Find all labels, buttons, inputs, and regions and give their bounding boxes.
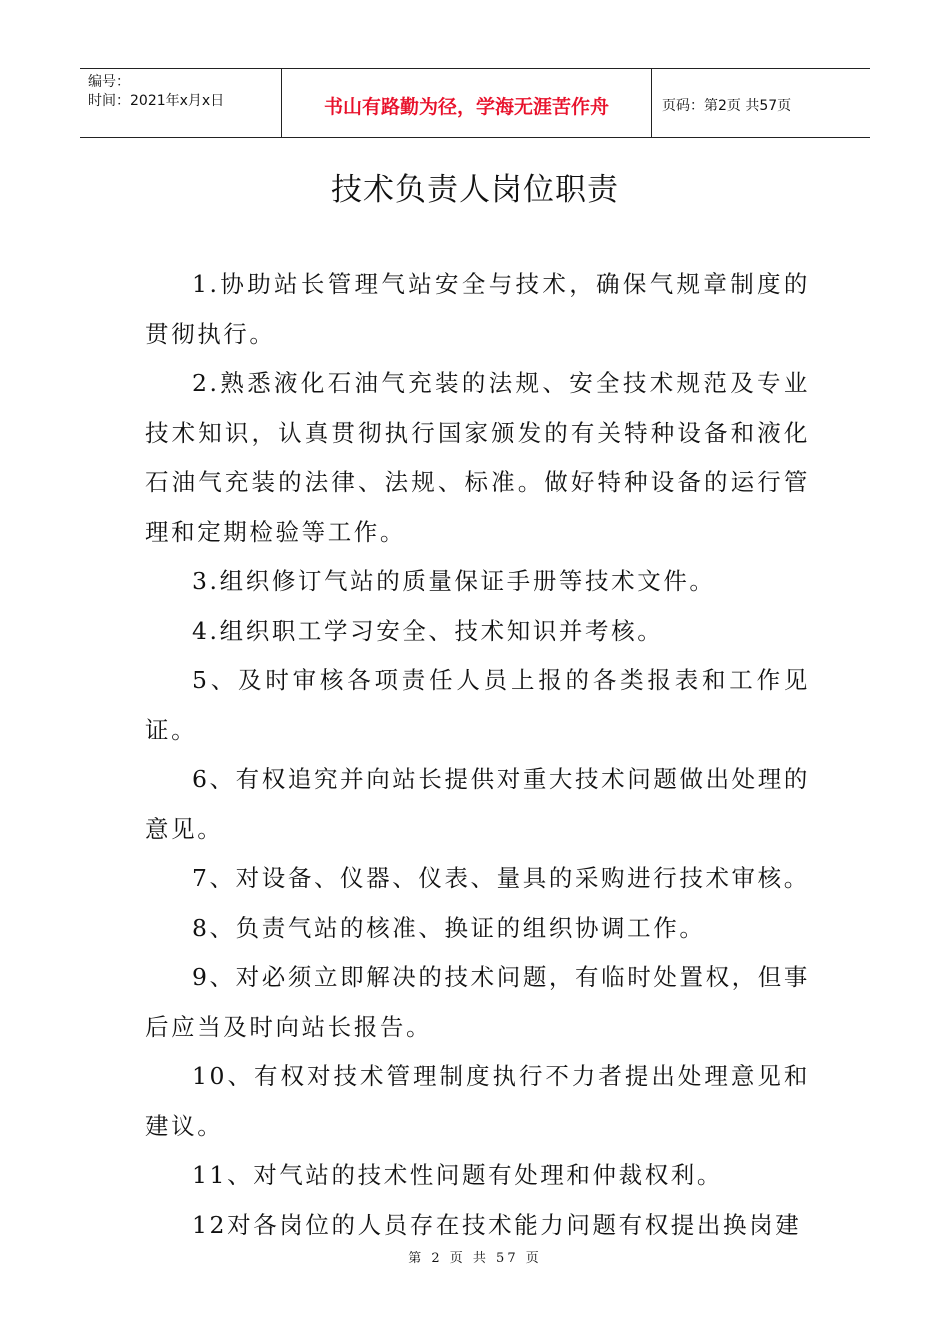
paragraph: 1.协助站长管理气站安全与技术，确保气规章制度的贯彻执行。 — [145, 270, 810, 348]
paragraph: 7、对设备、仪器、仪表、量具的采购进行技术审核。 — [192, 864, 810, 892]
document-time-label: 时间：2021年x月x日 — [88, 93, 225, 109]
header-page-info: 页码：第2页 共57页 — [662, 98, 792, 114]
document-number-label: 编号： — [88, 74, 130, 90]
header-motto: 书山有路勤为径，学海无涯苦作舟 — [282, 69, 652, 137]
paragraph: 2.熟悉液化石油气充装的法规、安全技术规范及专业技术知识，认真贯彻执行国家颁发的有关特种设备和液化石油气充装的法律、法规、标准。做好特种设备的运行管理和定期检验等工作。 — [145, 369, 810, 546]
paragraph: 10、有权对技术管理制度执行不力者提出处理意见和建议。 — [145, 1062, 810, 1140]
paragraph: 11、对气站的技术性问题有处理和仲裁权利。 — [192, 1161, 724, 1189]
paragraph: 3.组织修订气站的质量保证手册等技术文件。 — [192, 567, 716, 595]
paragraph: 4.组织职工学习安全、技术知识并考核。 — [192, 616, 664, 645]
document-body — [145, 260, 810, 1250]
paragraph: 5、及时审核各项责任人员上报的各类报表和工作见证。 — [145, 666, 810, 744]
header-meta — [80, 69, 282, 137]
paragraph: 9、对必须立即解决的技术问题，有临时处置权，但事后应当及时向站长报告。 — [145, 963, 810, 1041]
document-title: 技术负责人岗位职责 — [331, 172, 619, 208]
paragraph: 12对各岗位的人员存在技术能力问题有权提出换岗建 — [192, 1210, 802, 1239]
paragraph: 8、负责气站的核准、换证的组织协调工作。 — [192, 913, 706, 942]
page-header — [80, 68, 870, 138]
paragraph: 6、有权追究并向站长提供对重大技术问题做出处理的意见。 — [145, 765, 810, 843]
page-footer: 第 2 页 共 57 页 — [408, 1251, 542, 1266]
